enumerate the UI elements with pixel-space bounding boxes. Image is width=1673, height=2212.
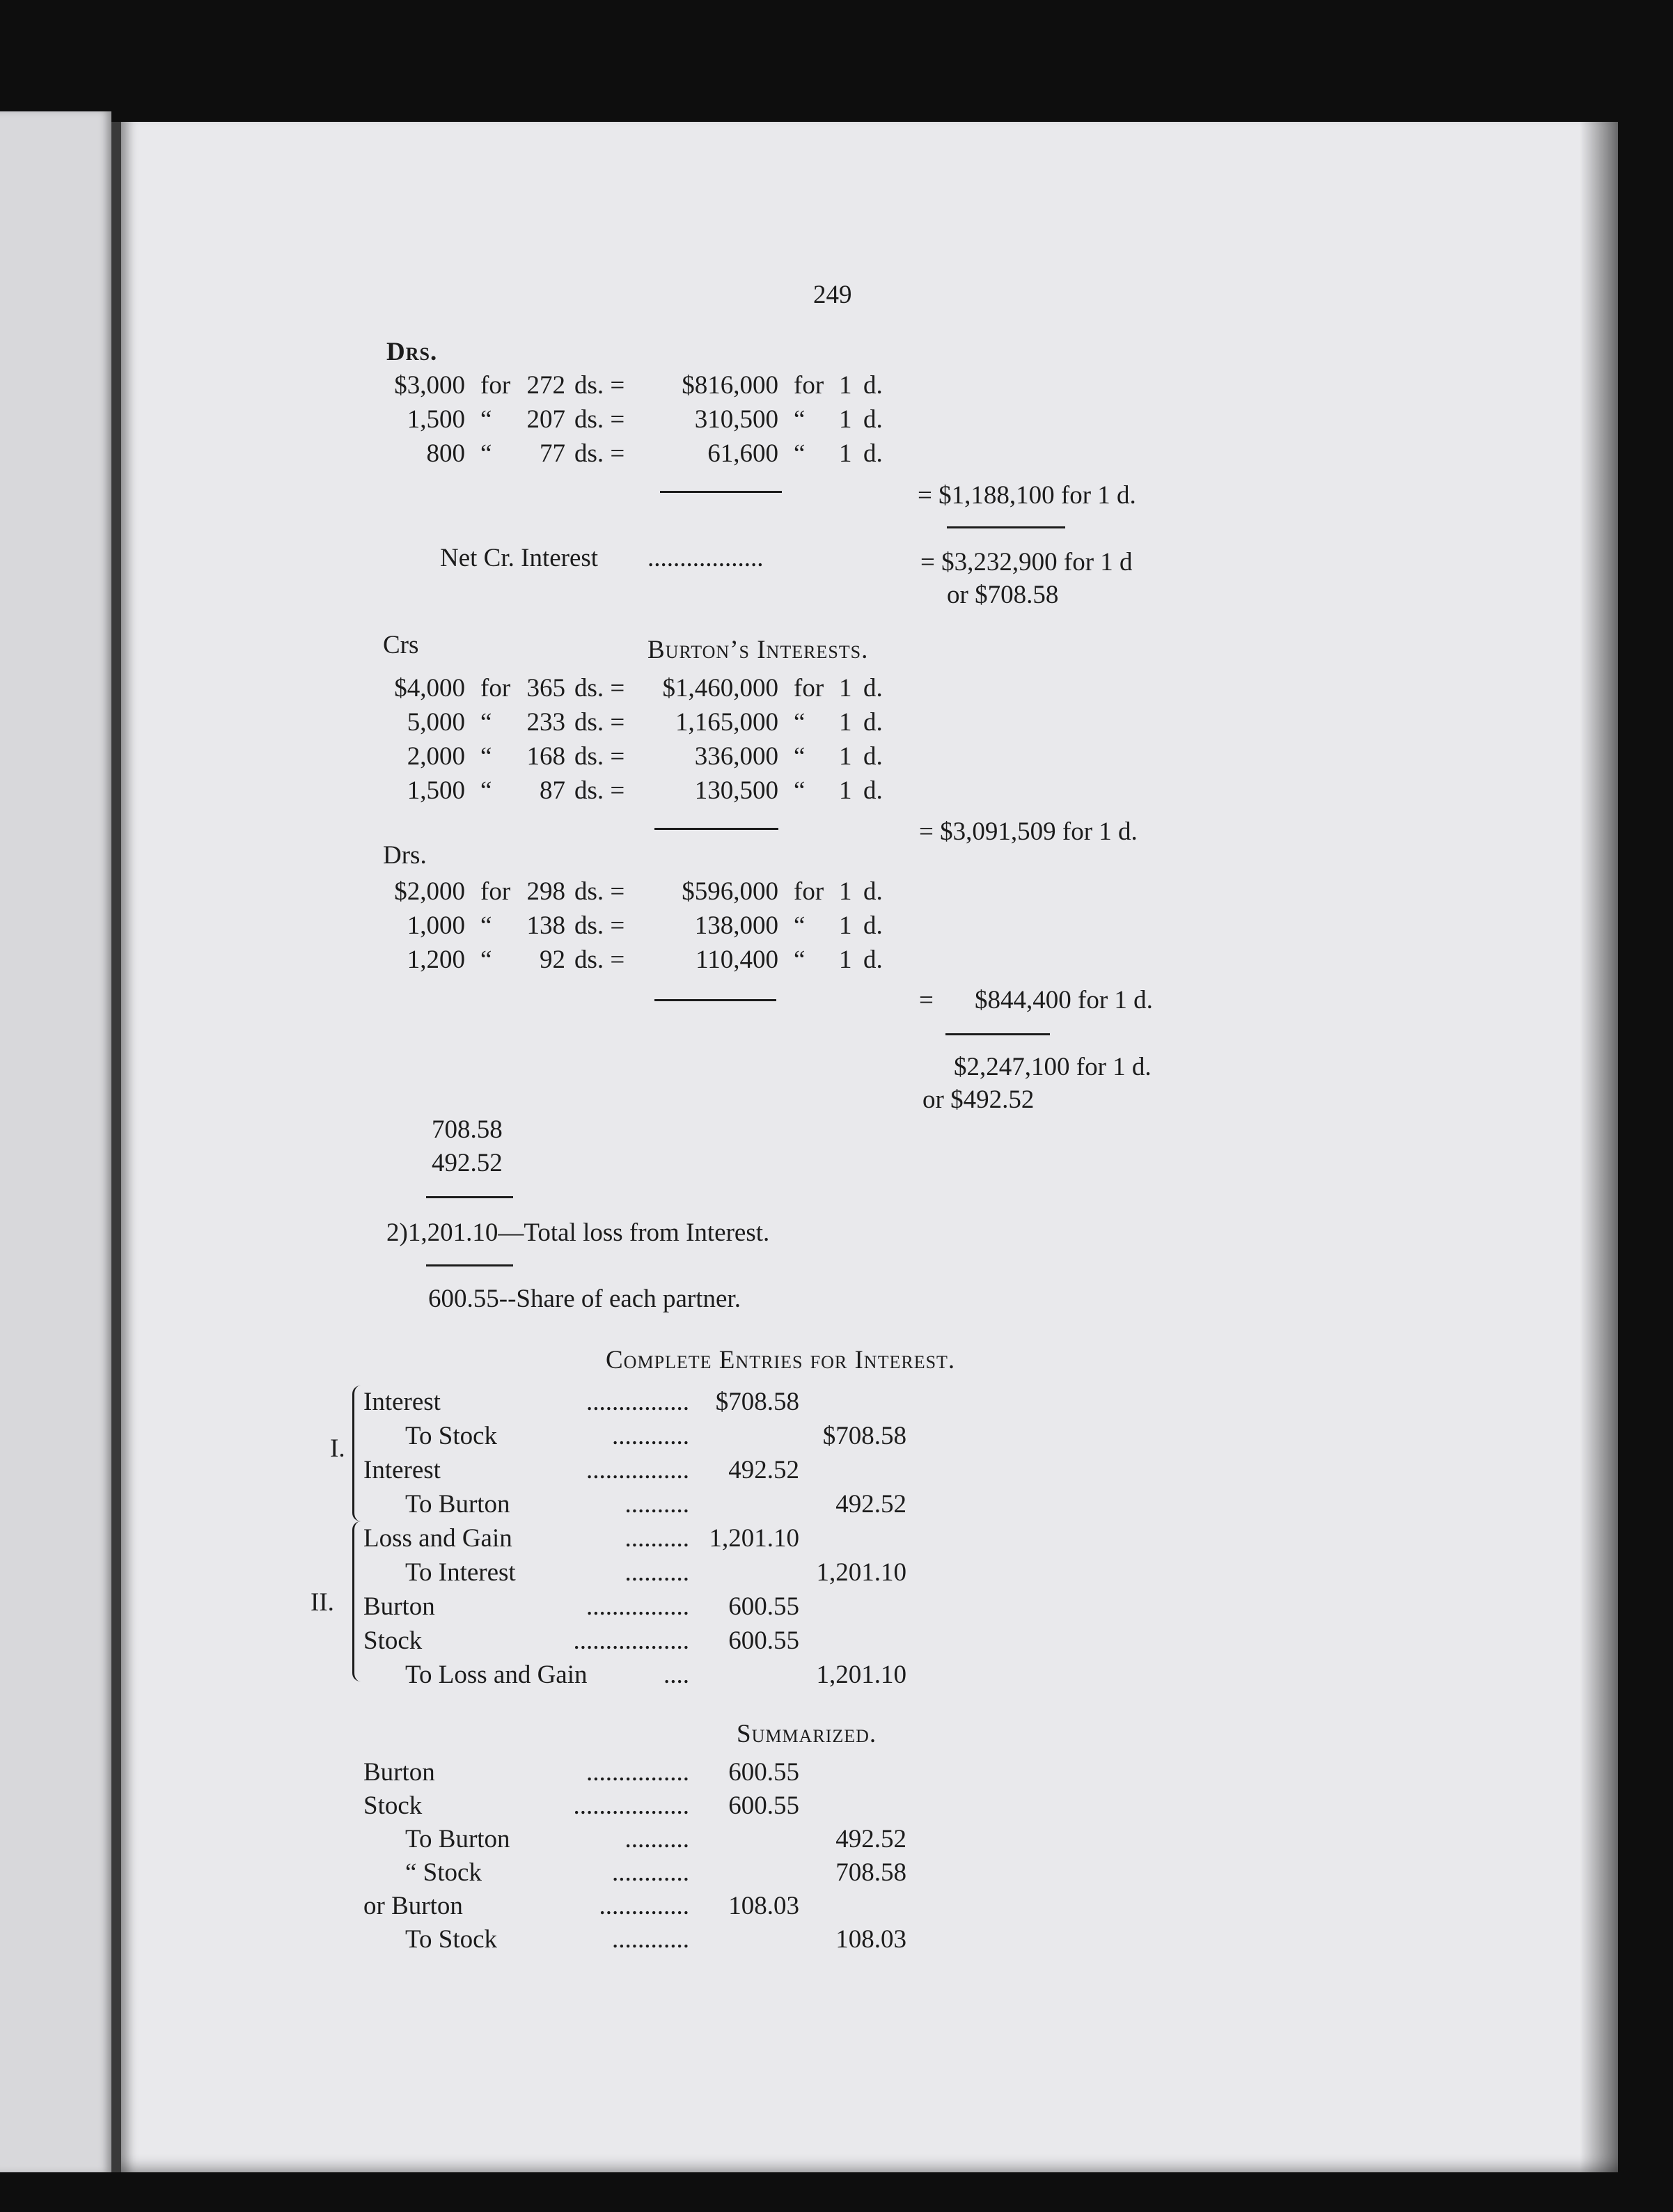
- burton-crs-row-for: “: [794, 776, 806, 805]
- complete-entry-leader: ....: [663, 1661, 689, 1689]
- burton-crs-row-ds: ds. =: [574, 776, 625, 805]
- net-cr-interest-label: Net Cr. Interest: [440, 544, 599, 572]
- burton-crs-row-amount: $4,000: [394, 674, 465, 703]
- burton-crs-row-one: 1: [839, 708, 852, 737]
- burton-drs-row-one: 1: [839, 946, 852, 974]
- total-rule: [947, 526, 1065, 528]
- burton-drs-row-product: 110,400: [696, 946, 778, 974]
- summarized-entry-debit: 108.03: [728, 1892, 799, 1920]
- complete-entry-account: To Burton: [405, 1490, 510, 1519]
- complete-entry-credit: 1,201.10: [816, 1558, 906, 1587]
- burton-drs-row-product: 138,000: [694, 911, 778, 940]
- complete-entry-account: Stock: [363, 1626, 423, 1655]
- drs-row-one: 1: [839, 405, 852, 434]
- complete-entry-leader: ................: [586, 1592, 689, 1621]
- summarized-entry-account: “ Stock: [405, 1858, 482, 1887]
- drs-total-1: = $1,188,100 for 1 d.: [918, 481, 1136, 510]
- drs-row-product: 61,600: [707, 439, 778, 468]
- burton-crs-row-for: for: [480, 674, 511, 703]
- summarized-entry-account: Stock: [363, 1791, 423, 1820]
- summarized-entry-leader: ............: [612, 1858, 689, 1887]
- complete-entry-debit: 600.55: [728, 1592, 799, 1621]
- burton-drs-row-days: 138: [526, 911, 565, 940]
- burton-crs-row-day: d.: [863, 776, 883, 805]
- burton-crs-row-one: 1: [839, 674, 852, 703]
- crs-heading: Crs: [383, 631, 419, 659]
- entry-roman-2: II.: [311, 1588, 334, 1617]
- burton-crs-row-one: 1: [839, 776, 852, 805]
- burton-drs-row-days: 298: [526, 877, 565, 906]
- drs-heading-burton: Drs.: [383, 841, 427, 870]
- summarized-entry-credit: 492.52: [835, 1825, 906, 1853]
- burton-crs-row-days: 87: [540, 776, 565, 805]
- complete-entries-title: Complete Entries for Interest.: [606, 1346, 956, 1374]
- burton-crs-row-days: 365: [526, 674, 565, 703]
- burton-drs-row-amount: 1,000: [407, 911, 465, 940]
- drs-row-amount: 1,500: [407, 405, 465, 434]
- drs-row-day: d.: [863, 439, 883, 468]
- subtotal-rule: [654, 828, 778, 830]
- drs-total-eq-burton: =: [919, 986, 934, 1014]
- complete-entry-credit: 492.52: [835, 1490, 906, 1519]
- burton-drs-row-for: “: [794, 911, 806, 940]
- complete-entry-leader: ..........: [625, 1490, 689, 1519]
- burton-crs-row-for: “: [480, 708, 492, 737]
- burton-drs-row-one: 1: [839, 911, 852, 940]
- summarized-entry-credit: 108.03: [835, 1925, 906, 1954]
- complete-entry-account: Loss and Gain: [363, 1524, 512, 1553]
- drs-row-for: for: [794, 371, 824, 400]
- subtotal-rule: [654, 999, 776, 1001]
- drs-row-for: for: [480, 371, 511, 400]
- complete-entry-debit: $708.58: [715, 1388, 799, 1416]
- burton-drs-row-for: for: [480, 877, 511, 906]
- drs-row-day: d.: [863, 405, 883, 434]
- drs-row-product: $816,000: [682, 371, 778, 400]
- complete-entry-leader: ..........: [625, 1524, 689, 1553]
- burton-crs-row-ds: ds. =: [574, 708, 625, 737]
- crs-total-burton: = $3,091,509 for 1 d.: [919, 817, 1138, 846]
- burton-crs-row-for: “: [794, 742, 806, 771]
- complete-entry-account: Interest: [363, 1456, 441, 1484]
- burton-drs-row-day: d.: [863, 877, 883, 906]
- complete-entry-account: To Interest: [405, 1558, 516, 1587]
- sum-value-a: 708.58: [432, 1115, 503, 1144]
- burton-crs-row-for: for: [794, 674, 824, 703]
- burton-crs-row-day: d.: [863, 674, 883, 703]
- complete-entry-account: Interest: [363, 1388, 441, 1416]
- drs-row-one: 1: [839, 371, 852, 400]
- burton-crs-row-product: $1,460,000: [662, 674, 778, 703]
- burton-drs-row-days: 92: [540, 946, 565, 974]
- complete-entry-leader: ................: [586, 1388, 689, 1416]
- complete-entry-debit: 600.55: [728, 1626, 799, 1655]
- drs-row-one: 1: [839, 439, 852, 468]
- burton-drs-row-ds: ds. =: [574, 946, 625, 974]
- sum-rule-2: [426, 1264, 513, 1266]
- burton-crs-row-product: 130,500: [694, 776, 778, 805]
- total-rule: [945, 1033, 1050, 1035]
- burton-crs-row-days: 168: [526, 742, 565, 771]
- burton-crs-row-for: “: [794, 708, 806, 737]
- summarized-title: Summarized.: [737, 1720, 877, 1748]
- burton-net: $2,247,100 for 1 d.: [954, 1053, 1152, 1081]
- drs-row-days: 207: [526, 405, 565, 434]
- burton-crs-row-amount: 5,000: [407, 708, 465, 737]
- drs-heading: Drs.: [386, 338, 438, 366]
- net-cr-interest-dots: ..................: [647, 544, 764, 572]
- burton-crs-row-amount: 2,000: [407, 742, 465, 771]
- page-number: 249: [813, 281, 852, 309]
- complete-entry-leader: ..................: [573, 1626, 689, 1655]
- burton-crs-row-day: d.: [863, 742, 883, 771]
- burton-crs-row-one: 1: [839, 742, 852, 771]
- complete-entry-leader: ..........: [625, 1558, 689, 1587]
- burton-drs-row-amount: $2,000: [394, 877, 465, 906]
- summarized-entry-leader: ................: [586, 1758, 689, 1787]
- drs-row-ds: ds. =: [574, 371, 625, 400]
- burton-crs-row-ds: ds. =: [574, 674, 625, 703]
- burton-drs-row-for: for: [794, 877, 824, 906]
- sum-total: 2)1,201.10—Total loss from Interest.: [386, 1218, 770, 1247]
- sum-value-b: 492.52: [432, 1149, 503, 1177]
- summarized-entry-account: Burton: [363, 1758, 435, 1787]
- drs-row-for: “: [480, 405, 492, 434]
- drs-row-amount: 800: [426, 439, 465, 468]
- left-page-edge: [0, 111, 111, 2172]
- drs-row-days: 77: [540, 439, 565, 468]
- drs-row-for: “: [794, 405, 806, 434]
- drs-row-for: “: [480, 439, 492, 468]
- burton-drs-row-product: $596,000: [682, 877, 778, 906]
- burton-crs-row-amount: 1,500: [407, 776, 465, 805]
- share-each-partner: 600.55--Share of each partner.: [428, 1285, 741, 1313]
- subtotal-rule: [660, 491, 782, 493]
- net-cr-interest-value: = $3,232,900 for 1 d: [920, 548, 1133, 576]
- complete-entry-credit: 1,201.10: [816, 1661, 906, 1689]
- burton-drs-row-day: d.: [863, 946, 883, 974]
- complete-entry-account: Burton: [363, 1592, 435, 1621]
- summarized-entry-leader: ............: [612, 1925, 689, 1954]
- complete-entry-leader: ............: [612, 1422, 689, 1450]
- burton-crs-row-day: d.: [863, 708, 883, 737]
- burton-crs-row-days: 233: [526, 708, 565, 737]
- burton-crs-row-product: 336,000: [694, 742, 778, 771]
- drs-row-amount: $3,000: [394, 371, 465, 400]
- summarized-entry-account: To Stock: [405, 1925, 498, 1954]
- complete-entry-leader: ................: [586, 1456, 689, 1484]
- burton-net-or: or $492.52: [922, 1085, 1035, 1114]
- drs-total-burton: $844,400 for 1 d.: [975, 986, 1153, 1014]
- drs-row-days: 272: [526, 371, 565, 400]
- burton-drs-row-for: “: [480, 911, 492, 940]
- burton-crs-row-product: 1,165,000: [675, 708, 778, 737]
- summarized-entry-credit: 708.58: [835, 1858, 906, 1887]
- burton-drs-row-one: 1: [839, 877, 852, 906]
- entry-roman-1: I.: [330, 1434, 345, 1463]
- burton-drs-row-day: d.: [863, 911, 883, 940]
- burton-interests-title: Burton’s Interests.: [647, 636, 869, 664]
- burton-crs-row-for: “: [480, 742, 492, 771]
- summarized-entry-debit: 600.55: [728, 1791, 799, 1820]
- burton-drs-row-amount: 1,200: [407, 946, 465, 974]
- burton-drs-row-ds: ds. =: [574, 911, 625, 940]
- drs-row-ds: ds. =: [574, 439, 625, 468]
- burton-drs-row-for: “: [794, 946, 806, 974]
- drs-row-product: 310,500: [694, 405, 778, 434]
- burton-drs-row-for: “: [480, 946, 492, 974]
- burton-crs-row-for: “: [480, 776, 492, 805]
- complete-entry-account: To Stock: [405, 1422, 498, 1450]
- drs-row-ds: ds. =: [574, 405, 625, 434]
- burton-drs-row-ds: ds. =: [574, 877, 625, 906]
- complete-entry-debit: 1,201.10: [709, 1524, 799, 1553]
- summarized-entry-leader: ..........: [625, 1825, 689, 1853]
- burton-crs-row-ds: ds. =: [574, 742, 625, 771]
- complete-entry-credit: $708.58: [822, 1422, 906, 1450]
- summarized-entry-debit: 600.55: [728, 1758, 799, 1787]
- summarized-entry-account: To Burton: [405, 1825, 510, 1853]
- summarized-entry-leader: ..............: [599, 1892, 689, 1920]
- complete-entry-debit: 492.52: [728, 1456, 799, 1484]
- net-cr-interest-or: or $708.58: [947, 581, 1059, 609]
- drs-row-day: d.: [863, 371, 883, 400]
- drs-row-for: “: [794, 439, 806, 468]
- summarized-entry-leader: ..................: [573, 1791, 689, 1820]
- sum-rule: [426, 1196, 513, 1198]
- complete-entry-account: To Loss and Gain: [405, 1661, 588, 1689]
- summarized-entry-account: or Burton: [363, 1892, 463, 1920]
- page-gutter-shadow: [1580, 122, 1618, 2172]
